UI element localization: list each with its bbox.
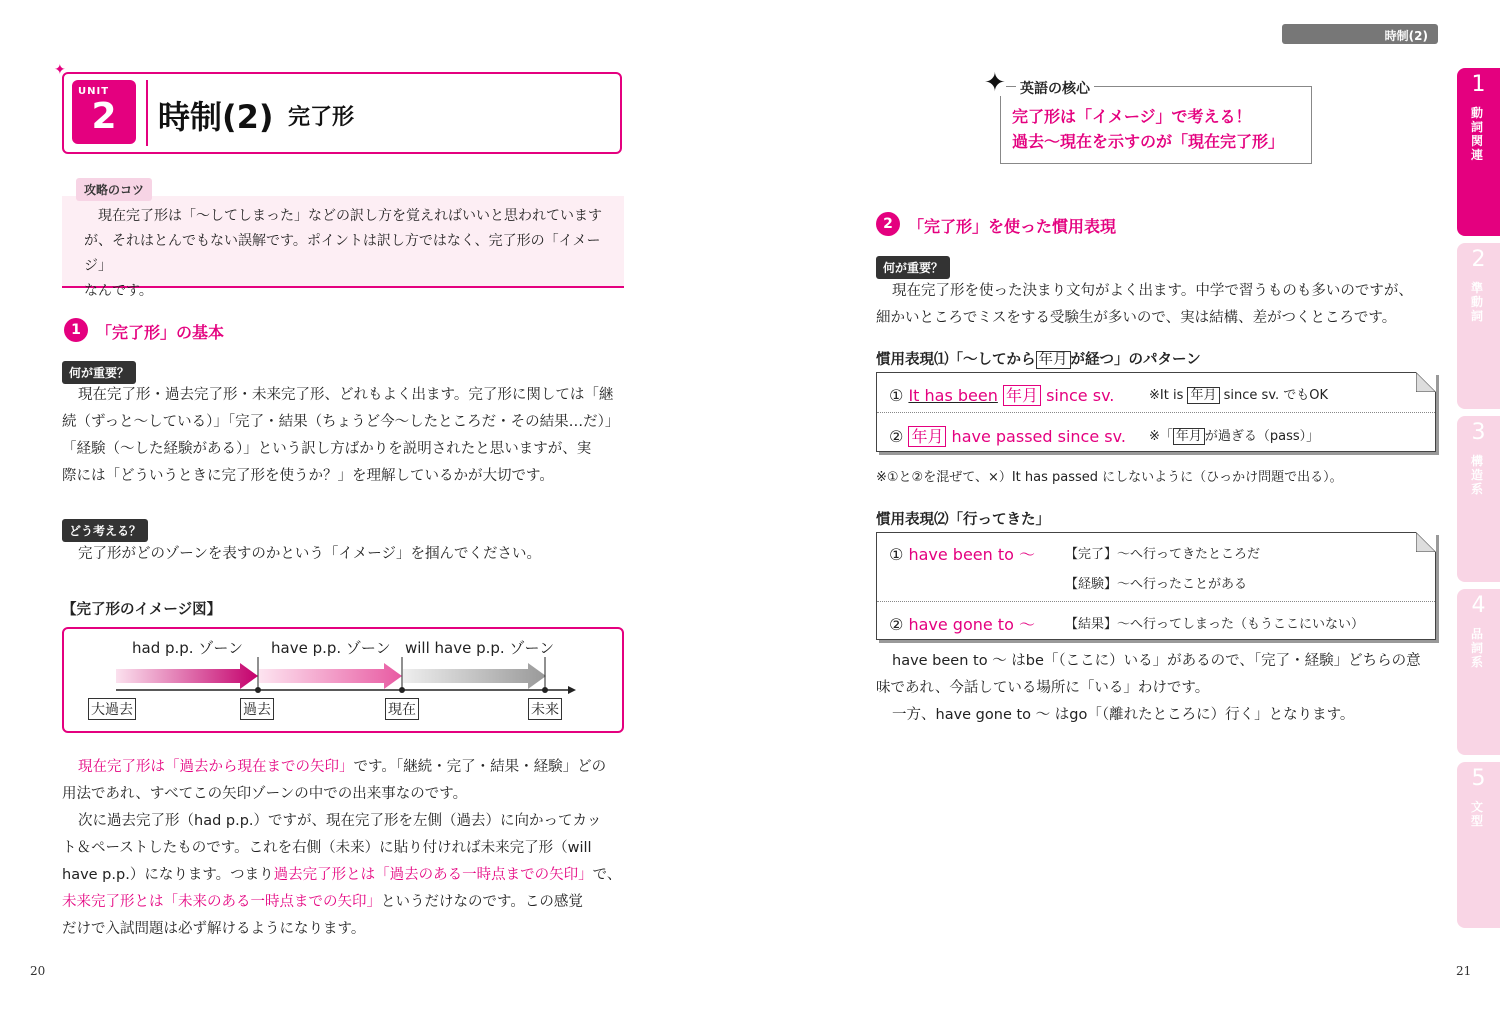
- text-line: ト＆ペーストしたものです。これを右側（未来）に貼り付ければ未来完了形（will: [62, 840, 592, 856]
- idiom2-card: [876, 532, 1436, 640]
- unit-divider: [146, 80, 148, 146]
- running-header-text: 時制(2): [1384, 29, 1428, 43]
- idiom1-row1: [889, 383, 1114, 406]
- key-phrase: have passed since sv.: [951, 427, 1126, 446]
- core-label: 英語の核心: [1016, 78, 1094, 98]
- text-line: have been to 〜 はbe「（ここに）いる」があるので、「完了・経験」どちらの意: [892, 653, 1421, 669]
- tips-text: [84, 204, 614, 304]
- running-header: [1282, 24, 1438, 44]
- key-phrase: It has been: [908, 386, 998, 405]
- meaning-text: 【結果】〜へ行ってしまった（もうここにいない）: [1065, 617, 1365, 632]
- highlight-text: 過去完了形とは「過去のある一時点までの矢印」: [273, 867, 593, 883]
- text-line: 味であれ、今話している場所に「いる」わけです。: [876, 680, 1210, 696]
- tab-number: 1: [1471, 72, 1486, 97]
- zone-label-will-have: will have p.p. ゾーン: [405, 639, 555, 657]
- text-span: です。「継続・完了・結果・経験」どの: [353, 759, 607, 775]
- text-line: 次に過去完了形（had p.p.）ですが、現在完了形を左側（過去）に向かってカッ: [78, 813, 602, 829]
- tab-label: 文型: [1471, 800, 1484, 828]
- section-title: 「完了形」の基本: [96, 323, 225, 342]
- point-label-present: 現在: [385, 698, 419, 720]
- idiom2-explanation: [876, 648, 1442, 729]
- idiom2-heading: 慣用表現⑵「行ってきた」: [876, 512, 1050, 528]
- row-divider: [877, 412, 1435, 413]
- will-have-zone-arrow: [403, 663, 546, 689]
- text-line: [62, 754, 628, 781]
- row-number: ②: [889, 427, 904, 446]
- key-phrase: have gone to 〜: [908, 615, 1035, 634]
- tab-number: 3: [1471, 420, 1486, 445]
- zone-label-had: had p.p. ゾーン: [132, 639, 244, 657]
- important-text: [62, 382, 628, 490]
- tips-tag: 攻略のコツ: [76, 178, 152, 201]
- idiom2-row1: [889, 542, 1035, 565]
- tab-label: 準動詞: [1471, 281, 1484, 323]
- meaning-text: 【完了】〜へ行ってきたところだ: [1065, 547, 1261, 562]
- point-label-past: 過去: [240, 698, 274, 720]
- core-line: 過去〜現在を示すのが「現在完了形」: [1012, 132, 1285, 151]
- idiom1-card: [876, 372, 1436, 452]
- sparkle-icon: ✦: [54, 62, 66, 78]
- idiom1-row2-note: [1149, 425, 1319, 444]
- tab-number: 4: [1471, 593, 1486, 618]
- key-phrase: since sv.: [1046, 386, 1115, 405]
- timeline-arrowhead: [568, 686, 576, 694]
- unit-badge: [72, 80, 136, 144]
- folded-corner: [1416, 372, 1436, 392]
- point-past: [255, 687, 261, 693]
- tips-line: なんです。: [84, 283, 153, 299]
- tab-label: 動詞関連: [1471, 106, 1484, 162]
- unit-number: 2: [91, 96, 117, 137]
- text-line: 用法であれ、すべてこの矢印ゾーンの中での出来事なのです。: [62, 786, 468, 802]
- row-number: ①: [889, 545, 904, 564]
- meaning-text: 【経験】〜へ行ったことがある: [1065, 577, 1248, 592]
- text-span: が過ぎる（pass）」: [1204, 429, 1320, 444]
- boxed-term: 年月: [1173, 428, 1205, 445]
- boxed-term: 年月: [1036, 351, 1071, 369]
- diagram-title: 【完了形のイメージ図】: [62, 602, 222, 618]
- text-line: 一方、have gone to 〜 はgo「（離れたところに）行く」となります。: [892, 707, 1355, 723]
- page-title: 時制(2): [158, 98, 274, 136]
- had-zone-arrow: [116, 663, 258, 689]
- page-number-left: 20: [30, 964, 46, 978]
- unit-label: UNIT: [78, 86, 110, 97]
- idiom1-row2: [889, 424, 1126, 447]
- row-divider: [877, 601, 1435, 602]
- page-subtitle: 完了形: [288, 105, 355, 130]
- boxed-term: 年月: [1003, 385, 1041, 406]
- text-line: 続（ずっと〜している）」「完了・結果（ちょうど今〜したところだ・その結果…だ）」: [62, 414, 620, 430]
- text-span: というだけなのです。この感覚: [381, 894, 583, 910]
- text-line: 現在完了形を使った決まり文句がよく出ます。中学で習うものも多いのですが、: [892, 283, 1413, 299]
- text-line: 現在完了形・過去完了形・未来完了形、どれもよく出ます。完了形に関しては「継: [78, 387, 614, 403]
- core-line: 完了形は「イメージ」で考える！: [1012, 107, 1252, 126]
- important-text: [876, 278, 1442, 332]
- text-span: since sv. でもOK: [1223, 388, 1329, 403]
- text-span: have p.p.）になります。つまり: [62, 867, 274, 883]
- text-line: だけで入試問題は必ず解けるようになります。: [62, 921, 366, 937]
- text-line: 「経験（〜した経験がある）」という訳し方ばかりを説明されたと思いますが、実: [62, 441, 592, 457]
- tab-label: 構造系: [1471, 454, 1484, 496]
- think-text: 完了形がどのゾーンを表すのかという「イメージ」を掴んでください。: [78, 546, 541, 562]
- folded-corner: [1416, 532, 1436, 552]
- text-span: ※It is: [1149, 388, 1184, 403]
- section-title: 「完了形」を使った慣用表現: [908, 217, 1117, 236]
- idiom1-row1-note: [1149, 384, 1328, 403]
- idiom1-heading: [876, 348, 1201, 369]
- chapter-tab-1[interactable]: [1457, 68, 1500, 236]
- key-phrase: have been to 〜: [908, 545, 1036, 564]
- have-zone-arrow: [259, 663, 402, 689]
- tab-label: 品詞系: [1471, 627, 1484, 669]
- boxed-term: 年月: [908, 426, 946, 447]
- chapter-tab-5[interactable]: [1457, 762, 1500, 928]
- highlight-text: 未来完了形とは「未来のある一時点までの矢印」: [62, 894, 381, 910]
- point-label-daikako: 大過去: [88, 698, 136, 720]
- page-number-right: 21: [1456, 964, 1472, 978]
- important-tag: 何が重要？: [62, 361, 136, 384]
- tips-line: が、それはとんでもない誤解です。ポイントは訳し方ではなく、完了形の「イメージ」: [84, 233, 601, 274]
- chapter-tab-2[interactable]: [1457, 243, 1500, 409]
- point-future: [542, 687, 548, 693]
- star-icon: ✦: [984, 68, 1006, 98]
- text-line: [62, 889, 628, 916]
- text-span: で、: [592, 867, 622, 883]
- point-label-future: 未来: [528, 698, 562, 720]
- section-number: 1: [64, 318, 88, 342]
- text-line: [62, 862, 628, 889]
- text-line: 際には「どういうときに完了形を使うか？」を理解しているかが大切です。: [62, 468, 554, 484]
- section-number: 2: [876, 212, 900, 236]
- point-present: [399, 687, 405, 693]
- idiom2-row2: [889, 612, 1035, 635]
- tab-number: 5: [1471, 766, 1486, 791]
- chapter-tab-4[interactable]: [1457, 589, 1500, 755]
- row-number: ②: [889, 615, 904, 634]
- tab-number: 2: [1471, 247, 1486, 272]
- tips-line: 現在完了形は「〜してしまった」などの訳し方を覚えればいいと思われています: [98, 208, 602, 224]
- text-span: が経つ」のパターン: [1070, 352, 1201, 368]
- text-span: 慣用表現⑴「〜してから: [876, 352, 1036, 368]
- boxed-term: 年月: [1187, 387, 1219, 404]
- important-tag: 何が重要？: [876, 256, 950, 279]
- text-line: 細かいところでミスをする受験生が多いので、実は結構、差がつくところです。: [876, 310, 1397, 326]
- row-number: ①: [889, 386, 904, 405]
- text-span: ※「: [1149, 429, 1173, 444]
- think-tag: どう考える？: [62, 519, 148, 542]
- idiom1-footnote: ※①と②を混ぜて、×）It has passed にしないように（ひっかけ問題で出る）。: [876, 470, 1343, 485]
- chapter-tab-3[interactable]: [1457, 416, 1500, 582]
- highlight-text: 現在完了形は「過去から現在までの矢印」: [78, 759, 354, 775]
- explanation-text: [62, 754, 628, 943]
- zone-label-have: have p.p. ゾーン: [271, 639, 391, 657]
